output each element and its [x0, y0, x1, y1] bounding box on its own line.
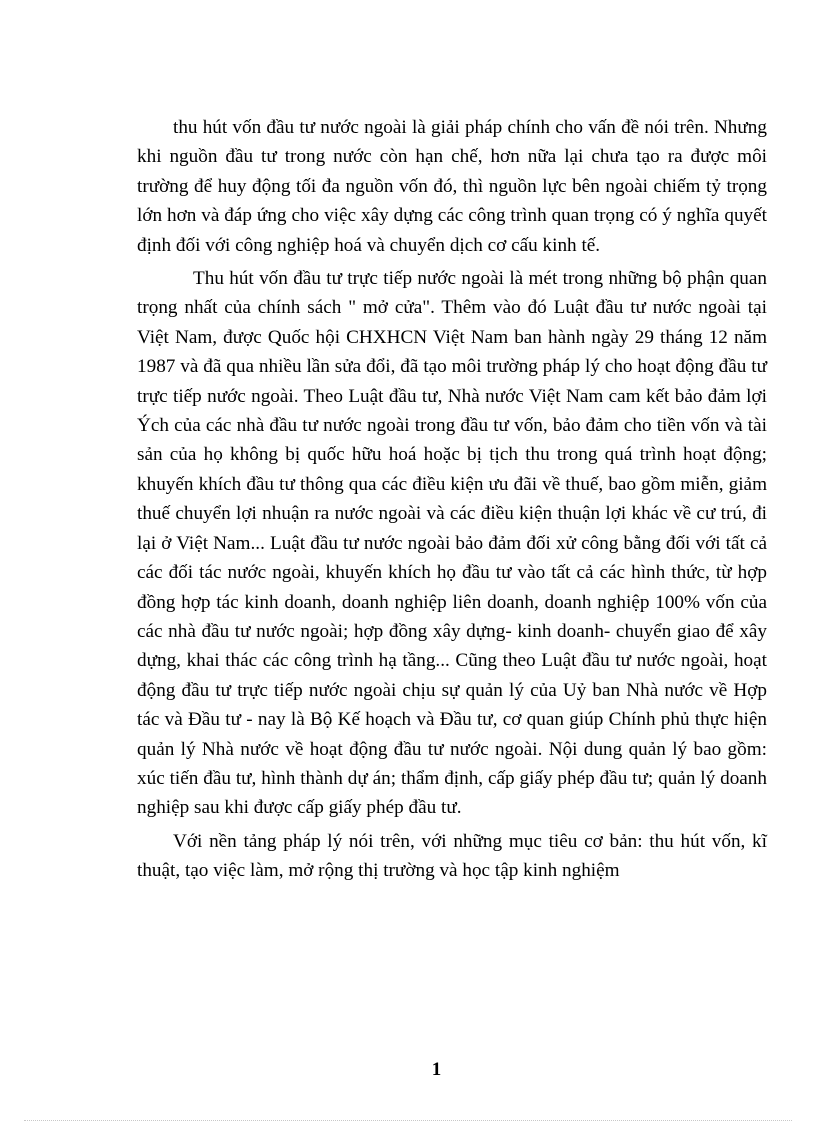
footer-divider — [24, 1120, 792, 1121]
paragraph-1: thu hút vốn đầu tư nước ngoài là giải pháp chính cho vấn đề nói trên. Nhưng khi nguồn đầu tư trong nước còn hạn chế, hơn nữa lại chưa tạo ra được môi trường để huy động tối đa nguồn vốn đó, thì nguồn lực bên ngoài chiếm tỷ trọng lớn hơn và đáp ứng cho việc xây dựng các công trình quan trọng có ý nghĩa quyết định đối với công nghiệp hoá và chuyển dịch cơ cấu kinh tế. — [137, 117, 767, 256]
page-number: 1 — [431, 1059, 442, 1080]
body-text — [137, 113, 767, 886]
paragraph-3: Với nền tảng pháp lý nói trên, với những mục tiêu cơ bản: thu hút vốn, kĩ thuật, tạo việc làm, mở rộng thị trường và học tập kinh nghiệm — [137, 830, 767, 882]
paragraph-2: Thu hút vốn đầu tư trực tiếp nước ngoài là mét trong những bộ phận quan trọng nhất của chính sách " mở cửa". Thêm vào đó Luật đầu tư nước ngoài tại Việt Nam, được Quốc hội CHXHCN Việt Nam ban hành ngày 29 tháng 12 năm 1987 và đã qua nhiều lần sửa đổi, đã tạo môi trường pháp lý cho hoạt động đầu tư trực tiếp nước ngoài. Theo Luật đầu tư, Nhà nước Việt Nam cam kết bảo đảm lợi Ých của các nhà đầu tư nước ngoài trong đầu tư vốn, bảo đảm cho tiền vốn và tài sản của họ không bị quốc hữu hoá hoặc bị tịch thu trong quá trình hoạt động; khuyến khích đầu tư thông qua các điều kiện ưu đãi về thuế, bao gồm miễn, giảm thuế chuyển lợi nhuận ra nước ngoài và các điều kiện thuận lợi khác về cư trú, đi lại ở Việt Nam... Luật đầu tư nước ngoài bảo đảm đối xử công bằng đối với tất cả các đối tác nước ngoài, khuyến khích họ đầu tư vào tất cả các hình thức, từ hợp đồng hợp tác kinh doanh, doanh nghiệp liên doanh, doanh nghiệp 100% vốn của các nhà đầu tư nước ngoài; hợp đồng xây dựng- kinh doanh- chuyển giao để xây dựng, khai thác các công trình hạ tầng... Cũng theo Luật đầu tư nước ngoài, hoạt động đầu tư trực tiếp nước ngoài chịu sự quản lý của Uỷ ban Nhà nước về Hợp tác và Đầu tư - nay là Bộ Kế hoạch và Đầu tư, cơ quan giúp Chính phủ thực hiện quản lý Nhà nước về hoạt động đầu tư nước ngoài. Nội dung quản lý bao gồm: xúc tiến đầu tư, hình thành dự án; thẩm định, cấp giấy phép đầu tư; quản lý doanh nghiệp sau khi được cấp giấy phép đầu tư. — [137, 268, 767, 819]
